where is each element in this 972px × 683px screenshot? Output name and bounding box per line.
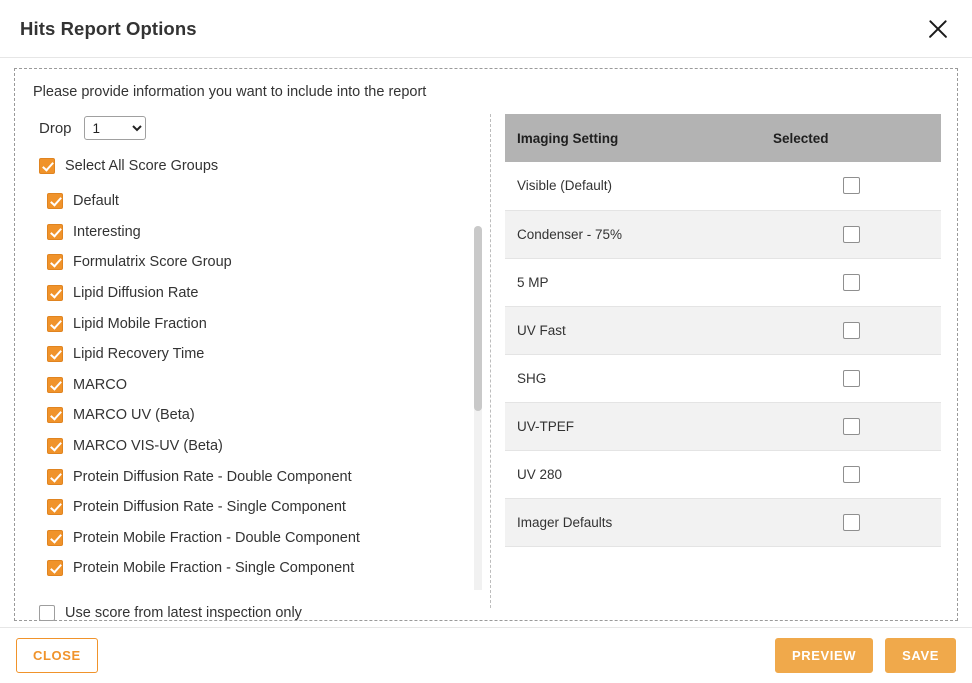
imaging-setting-name: UV Fast <box>505 306 761 354</box>
page-title: Hits Report Options <box>20 17 197 39</box>
imaging-setting-selected-cell[interactable] <box>761 354 941 402</box>
imaging-setting-name: SHG <box>505 354 761 402</box>
score-group-checkbox[interactable] <box>47 469 63 485</box>
score-group-label: MARCO VIS-UV (Beta) <box>73 438 223 455</box>
imaging-setting-name: Condenser - 75% <box>505 210 761 258</box>
imaging-setting-selected-cell[interactable] <box>761 306 941 354</box>
imaging-setting-name: UV 280 <box>505 450 761 498</box>
score-group-checkbox[interactable] <box>47 407 63 423</box>
latest-inspection-row[interactable] <box>39 598 482 627</box>
dialog-header <box>0 0 972 58</box>
imaging-setting-name: 5 MP <box>505 258 761 306</box>
list-item[interactable] <box>47 308 482 339</box>
imaging-setting-checkbox[interactable] <box>843 177 860 194</box>
score-group-label: MARCO <box>73 376 127 393</box>
score-group-checkbox[interactable] <box>47 377 63 393</box>
list-item[interactable] <box>47 247 482 278</box>
imaging-setting-selected-cell[interactable] <box>761 162 941 210</box>
panel-instruction: Please provide information you want to include into the report <box>33 84 427 100</box>
score-group-list <box>47 186 482 590</box>
latest-inspection-checkbox[interactable] <box>39 605 55 621</box>
score-group-label: Lipid Recovery Time <box>73 346 205 363</box>
table-row[interactable] <box>505 450 941 498</box>
footer-right-actions <box>775 638 956 673</box>
list-item[interactable] <box>47 278 482 309</box>
imaging-setting-checkbox[interactable] <box>843 418 860 435</box>
column-header-imaging-setting: Imaging Setting <box>505 114 761 162</box>
imaging-setting-selected-cell[interactable] <box>761 498 941 546</box>
score-group-checkbox[interactable] <box>47 285 63 301</box>
score-group-checkbox[interactable] <box>47 193 63 209</box>
latest-inspection-label: Use score from latest inspection only <box>65 605 302 622</box>
list-item[interactable] <box>47 339 482 370</box>
score-group-label: Protein Mobile Fraction - Single Component <box>73 560 355 577</box>
imaging-setting-name: Imager Defaults <box>505 498 761 546</box>
table-row[interactable] <box>505 258 941 306</box>
score-group-checkbox[interactable] <box>47 254 63 270</box>
options-panel <box>14 68 958 621</box>
list-item[interactable] <box>47 492 482 523</box>
imaging-settings-column <box>491 114 941 608</box>
score-group-checkbox[interactable] <box>47 560 63 576</box>
close-button[interactable]: CLOSE <box>16 638 98 673</box>
score-group-label: Default <box>73 193 119 210</box>
score-group-label: Formulatrix Score Group <box>73 254 232 271</box>
imaging-setting-checkbox[interactable] <box>843 322 860 339</box>
save-button[interactable]: SAVE <box>885 638 956 673</box>
imaging-setting-selected-cell[interactable] <box>761 450 941 498</box>
imaging-setting-selected-cell[interactable] <box>761 258 941 306</box>
score-group-checkbox[interactable] <box>47 316 63 332</box>
table-header-row <box>505 114 941 162</box>
table-row[interactable] <box>505 210 941 258</box>
close-icon[interactable] <box>924 15 952 43</box>
score-group-label: Lipid Mobile Fraction <box>73 315 207 332</box>
select-all-label: Select All Score Groups <box>65 158 219 174</box>
column-header-selected: Selected <box>761 114 941 162</box>
score-group-checkbox[interactable] <box>47 499 63 515</box>
table-row[interactable] <box>505 402 941 450</box>
imaging-setting-checkbox[interactable] <box>843 370 860 387</box>
list-item[interactable] <box>47 217 482 248</box>
imaging-setting-checkbox[interactable] <box>843 274 860 291</box>
select-all-score-groups-row[interactable] <box>39 150 482 182</box>
score-group-label: Protein Diffusion Rate - Single Component <box>73 499 346 516</box>
imaging-setting-checkbox[interactable] <box>843 466 860 483</box>
list-item[interactable] <box>47 553 482 584</box>
list-item[interactable] <box>47 431 482 462</box>
panel-columns <box>31 114 941 622</box>
dialog-footer <box>0 627 972 683</box>
list-item[interactable] <box>47 523 482 554</box>
imaging-setting-checkbox[interactable] <box>843 514 860 531</box>
table-row[interactable] <box>505 162 941 210</box>
score-groups-column <box>31 114 491 622</box>
drop-select[interactable] <box>84 116 146 140</box>
drop-row <box>39 116 482 140</box>
score-list-scrollbar-thumb[interactable] <box>474 226 482 411</box>
imaging-setting-name: Visible (Default) <box>505 162 761 210</box>
score-group-label: Lipid Diffusion Rate <box>73 285 199 302</box>
list-item[interactable] <box>47 186 482 217</box>
list-item[interactable] <box>47 461 482 492</box>
drop-label: Drop <box>39 119 72 137</box>
score-group-checkbox[interactable] <box>47 438 63 454</box>
score-group-label: Protein Diffusion Rate - Double Component <box>73 468 352 485</box>
preview-button[interactable]: PREVIEW <box>775 638 873 673</box>
table-row[interactable] <box>505 498 941 546</box>
dialog-body <box>0 58 972 627</box>
imaging-setting-selected-cell[interactable] <box>761 210 941 258</box>
imaging-setting-name: UV-TPEF <box>505 402 761 450</box>
table-row[interactable] <box>505 306 941 354</box>
score-group-label: Interesting <box>73 223 141 240</box>
score-group-checkbox[interactable] <box>47 346 63 362</box>
score-group-label: Protein Mobile Fraction - Double Component <box>73 529 360 546</box>
imaging-settings-table <box>505 114 941 547</box>
score-group-checkbox[interactable] <box>47 530 63 546</box>
imaging-setting-selected-cell[interactable] <box>761 402 941 450</box>
list-item[interactable] <box>47 400 482 431</box>
imaging-setting-checkbox[interactable] <box>843 226 860 243</box>
select-all-checkbox[interactable] <box>39 158 55 174</box>
score-group-checkbox[interactable] <box>47 224 63 240</box>
list-item[interactable] <box>47 370 482 401</box>
table-row[interactable] <box>505 354 941 402</box>
score-group-label: MARCO UV (Beta) <box>73 407 195 424</box>
